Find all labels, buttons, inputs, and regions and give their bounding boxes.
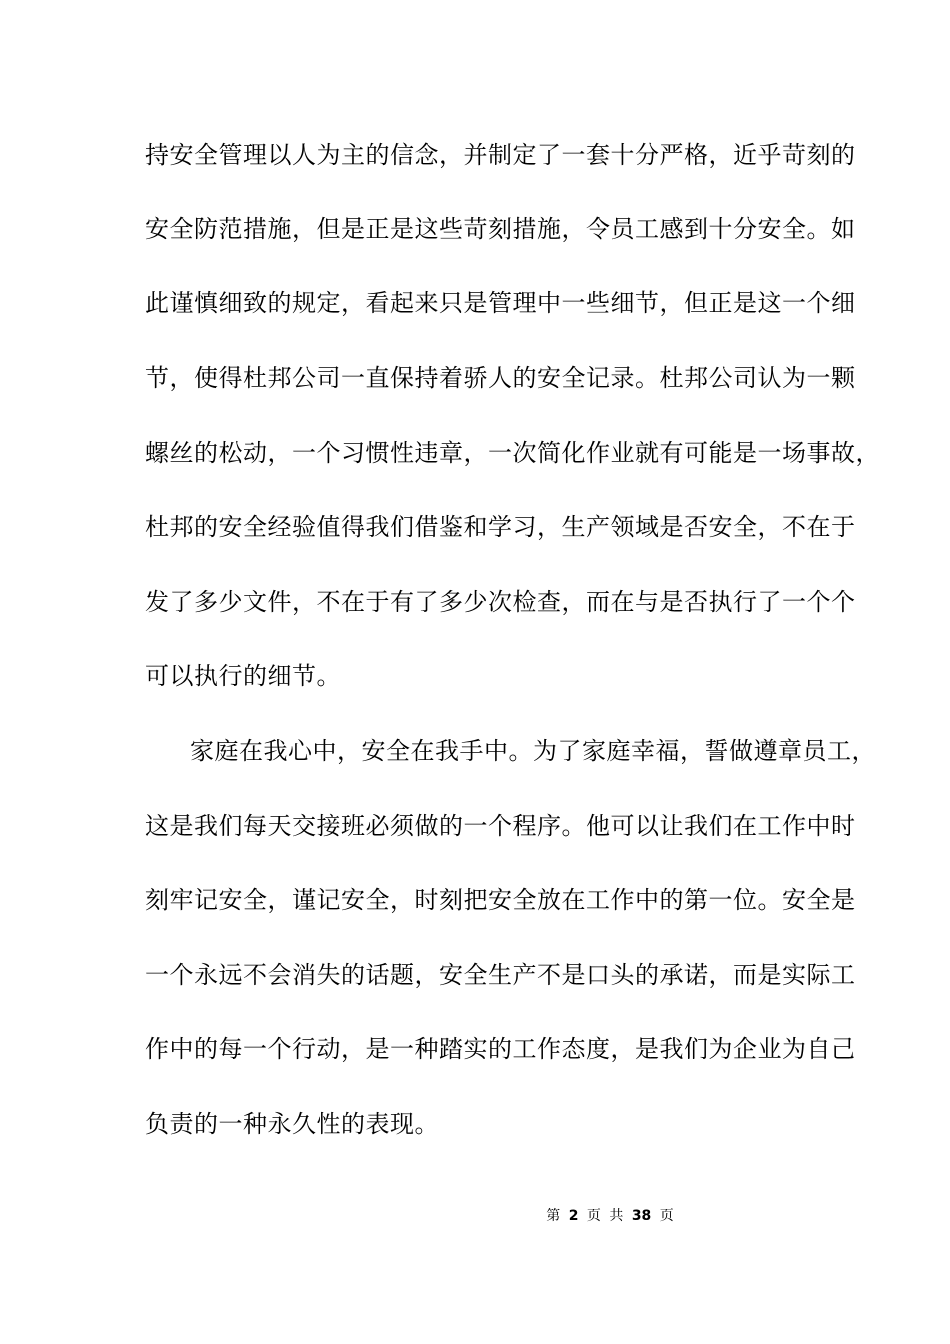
text-line-2: 安全防范措施，但是正是这些苛刻措施，令员工感到十分安全。如 [145, 215, 856, 243]
total-pages-number: 38 [631, 1208, 652, 1224]
page-number-indicator [544, 1206, 676, 1226]
text-line-10: 这是我们每天交接班必须做的一个程序。他可以让我们在工作中时 [145, 812, 856, 840]
current-page-number: 2 [568, 1208, 579, 1224]
text-line-6: 杜邦的安全经验值得我们借鉴和学习，生产领域是否安全，不在于 [145, 513, 856, 541]
text-line-14: 负责的一种永久性的表现。 [145, 1110, 439, 1138]
footer-prefix: 第 [546, 1208, 561, 1224]
text-line-8: 可以执行的细节。 [145, 662, 341, 690]
footer-page-word: 页 [586, 1208, 601, 1224]
text-line-7: 发了多少文件，不在于有了多少次检查，而在与是否执行了一个个 [145, 588, 856, 616]
footer-total-word: 共 [609, 1208, 624, 1224]
text-line-5: 螺丝的松动，一个习惯性违章，一次简化作业就有可能是一场事故， [145, 439, 880, 467]
text-line-12: 一个永远不会消失的话题，安全生产不是口头的承诺，而是实际工 [145, 961, 856, 989]
text-line-4: 节，使得杜邦公司一直保持着骄人的安全记录。杜邦公司认为一颗 [145, 364, 856, 392]
text-line-13: 作中的每一个行动，是一种踏实的工作态度，是我们为企业为自己 [145, 1035, 856, 1063]
text-line-1: 持安全管理以人为主的信念，并制定了一套十分严格，近乎苛刻的 [145, 141, 856, 169]
text-line-3: 此谨慎细致的规定，看起来只是管理中一些细节，但正是这一个细 [145, 289, 856, 317]
text-line-11: 刻牢记安全，谨记安全，时刻把安全放在工作中的第一位。安全是 [145, 886, 856, 914]
page-footer [0, 1206, 950, 1226]
footer-suffix: 页 [659, 1208, 674, 1224]
paragraph-2-first-line: 家庭在我心中，安全在我手中。为了家庭幸福，誓做遵章员工， [190, 737, 876, 765]
